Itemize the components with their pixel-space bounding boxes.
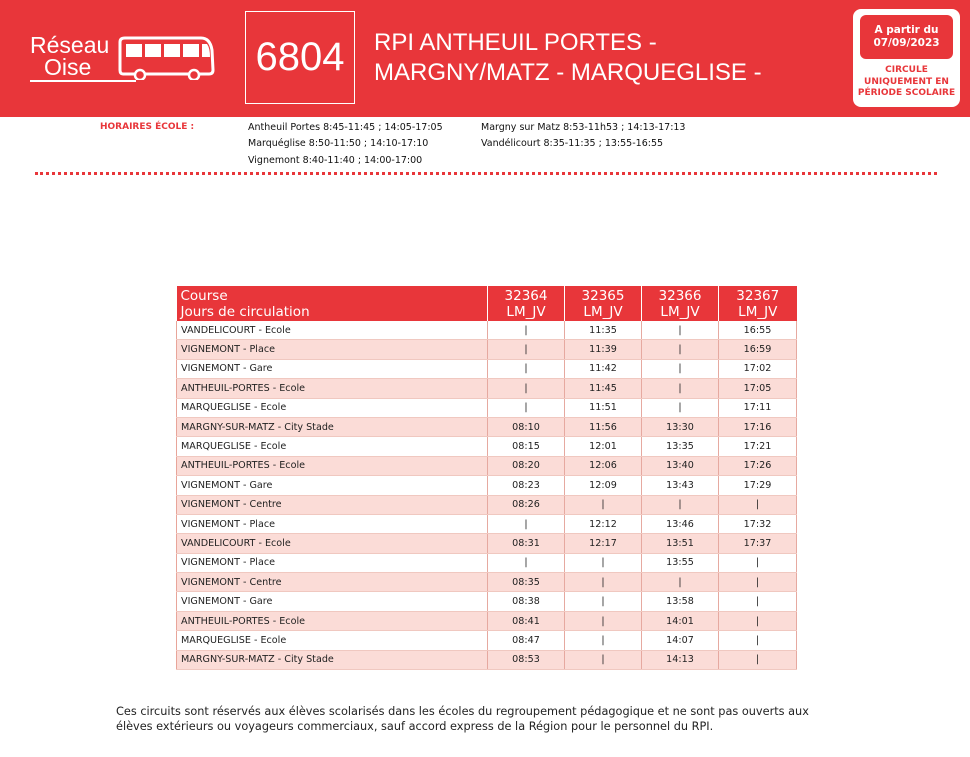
stop-name: VIGNEMONT - Gare (177, 359, 488, 378)
table-row (177, 398, 797, 417)
route-title-line1: RPI ANTHEUIL PORTES - (374, 29, 657, 56)
time-cell: 17:21 (719, 437, 797, 456)
time-cell: 13:55 (642, 553, 719, 572)
route-title (374, 28, 762, 88)
table-row (177, 321, 797, 340)
validity-from-label: A partir du (874, 24, 939, 36)
time-cell: | (488, 321, 565, 340)
time-cell: | (642, 321, 719, 340)
school-hours-entry: Antheuil Portes 8:45-11:45 ; 14:05-17:05 (248, 122, 443, 133)
logo-underline (30, 80, 136, 82)
stop-name: VIGNEMONT - Gare (177, 592, 488, 611)
time-cell: | (565, 495, 642, 514)
table-row (177, 495, 797, 514)
course-number: 32366 (658, 287, 702, 304)
stop-name: VANDELICOURT - Ecole (177, 321, 488, 340)
stop-name: MARQUEGLISE - Ecole (177, 631, 488, 650)
time-cell: 13:30 (642, 417, 719, 436)
footer-line1: Ces circuits sont réservés aux élèves scolarisés dans les écoles du regroupement pédagogique et ne sont pas ouverts aux (116, 705, 809, 718)
course-number: 32367 (736, 287, 780, 304)
stop-name: MARGNY-SUR-MATZ - City Stade (177, 417, 488, 436)
header-days-label: Jours de circulation (180, 303, 310, 320)
time-cell: 11:51 (565, 398, 642, 417)
line-number: 6804 (255, 35, 345, 79)
school-period-line2: UNIQUEMENT EN (864, 76, 949, 87)
dotted-divider (35, 172, 937, 175)
time-cell: | (719, 495, 797, 514)
time-cell: 14:07 (642, 631, 719, 650)
table-row (177, 534, 797, 553)
time-cell: 14:13 (642, 650, 719, 669)
header-course-label: Course (180, 287, 228, 304)
time-cell: | (642, 340, 719, 359)
time-cell: 17:37 (719, 534, 797, 553)
table-row (177, 437, 797, 456)
time-cell: | (565, 553, 642, 572)
stop-name: ANTHEUIL-PORTES - Ecole (177, 379, 488, 398)
time-cell: 17:29 (719, 476, 797, 495)
stop-name: VIGNEMONT - Centre (177, 573, 488, 592)
time-cell: 17:16 (719, 417, 797, 436)
time-cell: 08:35 (488, 573, 565, 592)
stop-name: VIGNEMONT - Place (177, 514, 488, 533)
table-row (177, 340, 797, 359)
time-cell: 12:12 (565, 514, 642, 533)
time-cell: | (719, 650, 797, 669)
time-cell: 17:02 (719, 359, 797, 378)
time-cell: | (488, 553, 565, 572)
course-header (488, 286, 565, 321)
time-cell: | (565, 573, 642, 592)
course-days: LM_JV (660, 303, 700, 320)
stop-name: ANTHEUIL-PORTES - Ecole (177, 456, 488, 475)
table-row (177, 514, 797, 533)
time-cell: | (719, 592, 797, 611)
header-banner (0, 0, 970, 117)
logo-text-line1: Réseau (30, 32, 110, 58)
school-period-line1: CIRCULE (885, 65, 928, 75)
time-cell: | (488, 398, 565, 417)
table-row (177, 611, 797, 630)
table-row (177, 456, 797, 475)
time-cell: 13:35 (642, 437, 719, 456)
time-cell: | (642, 573, 719, 592)
time-cell: 12:17 (565, 534, 642, 553)
course-header (565, 286, 642, 321)
stop-name: MARQUEGLISE - Ecole (177, 398, 488, 417)
table-row (177, 553, 797, 572)
timetable-header-row (177, 286, 797, 321)
stop-name: VANDELICOURT - Ecole (177, 534, 488, 553)
time-cell: | (565, 592, 642, 611)
table-row (177, 379, 797, 398)
time-cell: 17:32 (719, 514, 797, 533)
school-hours-label: HORAIRES ÉCOLE : (100, 122, 195, 132)
school-hours-entry: Margny sur Matz 8:53-11h53 ; 14:13-17:13 (481, 122, 686, 133)
time-cell: 08:20 (488, 456, 565, 475)
time-cell: 11:39 (565, 340, 642, 359)
time-cell: | (565, 631, 642, 650)
time-cell: 13:46 (642, 514, 719, 533)
table-row (177, 573, 797, 592)
table-row (177, 650, 797, 669)
time-cell: 17:05 (719, 379, 797, 398)
table-row (177, 592, 797, 611)
time-cell: | (488, 340, 565, 359)
time-cell: 12:09 (565, 476, 642, 495)
time-cell: 11:56 (565, 417, 642, 436)
time-cell: | (565, 611, 642, 630)
time-cell: 08:23 (488, 476, 565, 495)
course-number: 32365 (581, 287, 625, 304)
time-cell: 08:47 (488, 631, 565, 650)
time-cell: | (719, 553, 797, 572)
table-row (177, 359, 797, 378)
stop-name: VIGNEMONT - Place (177, 340, 488, 359)
school-hours-entry: Vandélicourt 8:35-11:35 ; 13:55-16:55 (481, 138, 664, 149)
time-cell: | (719, 611, 797, 630)
time-cell: 17:26 (719, 456, 797, 475)
timetable-body (177, 321, 797, 670)
time-cell: 13:58 (642, 592, 719, 611)
table-row (177, 476, 797, 495)
time-cell: 11:35 (565, 321, 642, 340)
time-cell: 14:01 (642, 611, 719, 630)
course-header (719, 286, 797, 321)
validity-badge (853, 9, 960, 107)
time-cell: | (565, 650, 642, 669)
line-number-box (245, 11, 355, 104)
course-number: 32364 (504, 287, 548, 304)
time-cell: | (719, 631, 797, 650)
validity-date: 07/09/2023 (873, 37, 940, 49)
course-days: LM_JV (506, 303, 546, 320)
time-cell: 08:26 (488, 495, 565, 514)
time-cell: 08:53 (488, 650, 565, 669)
school-hours-entry: Marquéglise 8:50-11:50 ; 14:10-17:10 (248, 138, 429, 149)
time-cell: 08:31 (488, 534, 565, 553)
time-cell: 13:40 (642, 456, 719, 475)
time-cell: | (642, 359, 719, 378)
stop-name: ANTHEUIL-PORTES - Ecole (177, 611, 488, 630)
time-cell: 08:10 (488, 417, 565, 436)
time-cell: 12:01 (565, 437, 642, 456)
logo-text-line2: Oise (44, 54, 92, 80)
time-cell: 13:43 (642, 476, 719, 495)
route-title-line2: MARGNY/MATZ - MARQUEGLISE - (374, 59, 762, 86)
school-period-notice (853, 65, 960, 100)
time-cell: 08:15 (488, 437, 565, 456)
validity-date-box (860, 15, 953, 59)
course-days: LM_JV (738, 303, 778, 320)
course-days: LM_JV (583, 303, 623, 320)
table-row (177, 417, 797, 436)
time-cell: 11:42 (565, 359, 642, 378)
time-cell: 16:55 (719, 321, 797, 340)
time-cell: | (642, 495, 719, 514)
time-cell: | (488, 379, 565, 398)
table-row (177, 631, 797, 650)
footer-line2: élèves extérieurs ou voyageurs commerciaux, sauf accord express de la Région pour le personnel du RPI. (116, 720, 714, 733)
time-cell: 08:41 (488, 611, 565, 630)
time-cell: 08:38 (488, 592, 565, 611)
time-cell: | (488, 359, 565, 378)
time-cell: 11:45 (565, 379, 642, 398)
time-cell: 16:59 (719, 340, 797, 359)
school-period-line3: PÉRIODE SCOLAIRE (857, 88, 956, 98)
stop-name: VIGNEMONT - Centre (177, 495, 488, 514)
bus-icon (117, 36, 215, 80)
course-header (642, 286, 719, 321)
time-cell: 12:06 (565, 456, 642, 475)
stop-name: MARGNY-SUR-MATZ - City Stade (177, 650, 488, 669)
school-hours-entry: Vignemont 8:40-11:40 ; 14:00-17:00 (248, 155, 423, 166)
time-cell: | (488, 514, 565, 533)
time-cell: 13:51 (642, 534, 719, 553)
timetable (176, 286, 797, 670)
time-cell: 17:11 (719, 398, 797, 417)
stop-name: MARQUEGLISE - Ecole (177, 437, 488, 456)
footer-notice (116, 704, 876, 734)
time-cell: | (719, 573, 797, 592)
time-cell: | (642, 379, 719, 398)
header-course-cell (177, 286, 488, 321)
stop-name: VIGNEMONT - Gare (177, 476, 488, 495)
time-cell: | (642, 398, 719, 417)
reseau-oise-logo (22, 30, 222, 88)
stop-name: VIGNEMONT - Place (177, 553, 488, 572)
